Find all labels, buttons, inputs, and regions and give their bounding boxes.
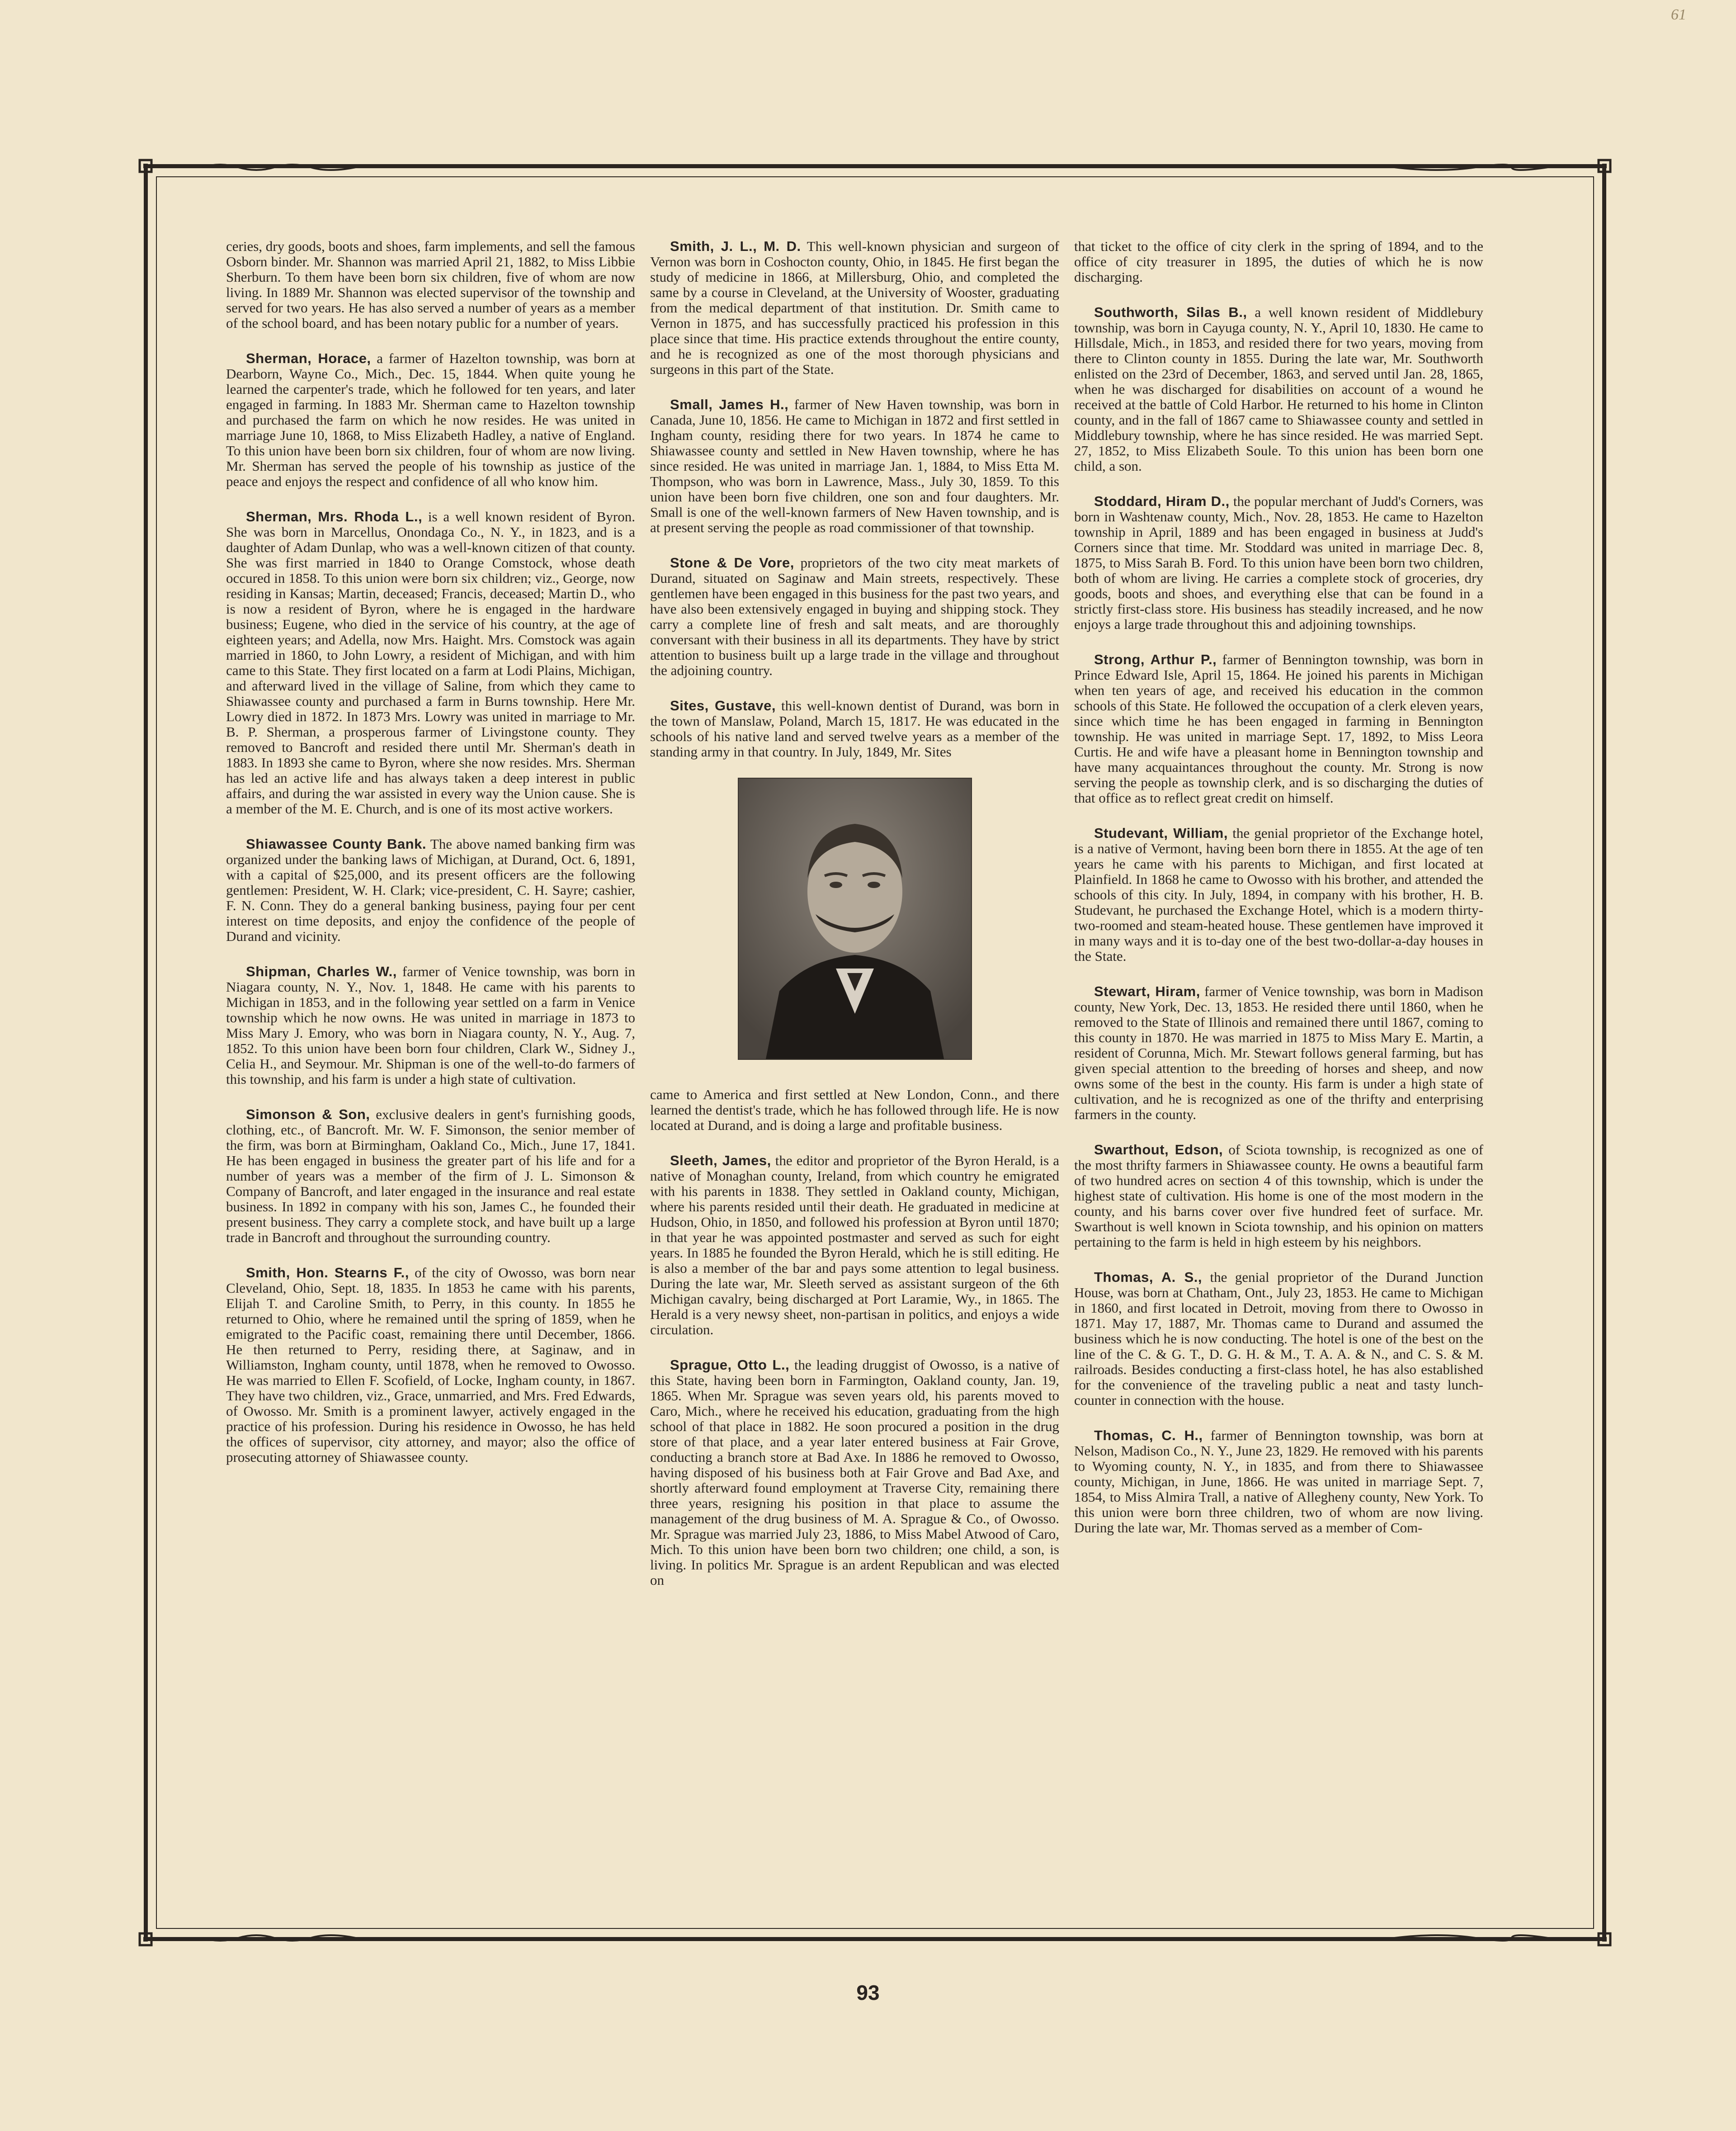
biography-entry — [1074, 239, 1483, 285]
text-columns — [226, 239, 1510, 1885]
entry-name: Simonson & Son, — [246, 1106, 370, 1122]
biography-entry — [650, 397, 1059, 535]
entry-name: Shiawassee County Bank. — [246, 836, 426, 852]
entry-text: that ticket to the office of city clerk in the spring of 1894, and to the office of city treasurer in 1895, the duties of which he is now discharging. — [1074, 239, 1483, 285]
entry-text: the leading druggist of Owosso, is a native of this State, having been born in Farmington, Oakland county, Jan. 19, 1865. When Mr. Sprague was seven years old, his parents moved to Caro, Mich., where he received his education, graduating from the high school of that place in 1882. He soon procured a position in the drug store of that place, and a year later entered business at Fair Grove, conducting a branch store at Bad Axe. In 1886 he removed to Owosso, having disposed of his business both at Fair Grove and Bad Axe, and shortly afterward found employment at Traverse City, remaining there three years, resigning his position in that place to assume the management of the drug business of M. A. Sprague & Co., of Owosso. Mr. Sprague was married July 23, 1886, to Miss Mabel Atwood of Caro, Mich. To this union have been born two children; one child, a son, is living. In politics Mr. Sprague is an ardent Republican and was elected on — [650, 1357, 1059, 1588]
entry-text: the genial proprietor of the Durand Junction House, was born at Chatham, Ont., July 23, 1853. He came to Michigan in 1860, and first located in Detroit, moving from there to Owosso in 1871. May 17, 1887, Mr. Thomas came to Durand and assumed the business which he is now conducting. The hotel is one of the best on the line of the C. & G. T., D. G. H. & M., T. A. A. & N., and C. S. & M. railroads. Besides conducting a first-class hotel, he has also established for the convenience of the traveling public a neat and tasty lunch-counter in connection with the house. — [1074, 1269, 1483, 1408]
entry-name: Swarthout, Edson, — [1094, 1142, 1223, 1158]
biography-entry — [1074, 1270, 1483, 1408]
entry-name: Small, James H., — [670, 397, 789, 412]
entry-text: the genial proprietor of the Exchange hotel, is a native of Vermont, having been born there in 1855. At the age of ten years he came with his parents to Michigan, and first located at Plainfield. In 1868 he came to Owosso with his brother, and attended the schools of this city. In July, 1894, in company with his brother, H. B. Studevant, he purchased the Exchange Hotel, which is a modern thirty-two-roomed and steam-heated house. These gentlemen have improved it in many ways and it is to-day one of the best two-dollar-a-day houses in the State. — [1074, 825, 1483, 964]
flourish-ornament-icon — [1394, 1933, 1548, 1943]
entry-name: Southworth, Silas B., — [1094, 304, 1247, 320]
entry-name: Sprague, Otto L., — [670, 1357, 790, 1373]
entry-name: Shipman, Charles W., — [246, 964, 397, 979]
biography-entry — [1074, 305, 1483, 474]
entry-text: of Sciota township, is recognized as one of the most thrifty farmers in Shiawassee county. He owns a beautiful farm of two hundred acres on section 4 of this township, which is under the highest state of cultivation. His home is one of the most modern in the county, and his barns cover over five hundred feet of surface. Mr. Swarthout is well known in Sciota township, and his opinion on matters pertaining to the farm is held in high esteem by his neighbors. — [1074, 1142, 1483, 1250]
column-3 — [1074, 239, 1483, 1885]
corner-ornament-icon — [1589, 1923, 1620, 1955]
biography-entry — [226, 239, 635, 331]
page-number: 93 — [856, 1981, 880, 2004]
entry-text: came to America and first settled at New London, Conn., and there learned the dentist's trade, which he has followed through life. He is now located at Durand, and is doing a large and profitable business. — [650, 1087, 1059, 1133]
flourish-ornament-icon — [1394, 162, 1548, 173]
entry-text: This well-known physician and surgeon of Vernon was born in Coshocton county, Ohio, in 1845. He first began the study of medicine in 1866, at Millersburg, Ohio, and completed the same by a course in Cleveland, at the University of Wooster, graduating from the medical department of that institution. Dr. Smith came to Vernon in 1875, and has successfully practiced his profession in this place since that time. His practice extends throughout the entire county, and he is recognized as one of the most thorough physicians and surgeons in this part of the State. — [650, 239, 1059, 377]
biography-entry — [226, 351, 635, 489]
corner-ornament-icon — [130, 150, 161, 182]
biography-entry — [226, 1107, 635, 1245]
entry-name: Thomas, A. S., — [1094, 1269, 1202, 1285]
biography-entry — [1074, 1428, 1483, 1536]
entry-name: Smith, J. L., M. D. — [670, 239, 801, 254]
entry-name: Stone & De Vore, — [670, 555, 794, 571]
column-2 — [650, 239, 1059, 1885]
entry-name: Stoddard, Hiram D., — [1094, 493, 1230, 509]
entry-name: Sherman, Mrs. Rhoda L., — [246, 509, 423, 524]
biography-entry — [1074, 494, 1483, 632]
entry-text: farmer of Venice township, was born in Madison county, New York, Dec. 13, 1853. He resided there until 1860, when he removed to the State of Illinois and remained there until 1867, coming to this county in 1870. He was married in 1875 to Miss Mary E. Martin, a resident of Corunna, Mich. Mr. Stewart follows general farming, but has given special attention to the breeding of horses and sheep, and now owns some of the best in the county. His farm is under a high state of cultivation, and he is recognized as one of the thrifty and enterprising farmers in the county. — [1074, 983, 1483, 1122]
entry-name: Sites, Gustave, — [670, 698, 776, 713]
biography-entry — [1074, 984, 1483, 1122]
biography-entry — [226, 1265, 635, 1465]
entry-text: the popular merchant of Judd's Corners, was born in Washtenaw county, Mich., Nov. 28, 1853. He came to Hazelton township in April, 1889 and has been engaged in business at Judd's Corners since that time. Mr. Stoddard was united in marriage Dec. 8, 1875, to Miss Sarah B. Ford. To this union have been born two children, both of whom are living. He carries a complete stock of groceries, dry goods, boots and shoes, and everything else that can be found in a strictly first-class store. His business has steadily increased, and he now enjoys a large trade throughout this and adjoining townships. — [1074, 493, 1483, 632]
entry-text: ceries, dry goods, boots and shoes, farm implements, and sell the famous Osborn binder. Mr. Shannon was married April 21, 1882, to Miss Libbie Sherburn. To them have been born six children, five of whom are now living. In 1889 Mr. Shannon was elected supervisor of the township and served for two years. He has also served a number of years as a member of the school board, and has been notary public for a number of years. — [226, 239, 635, 331]
entry-text: is a well known resident of Byron. She was born in Marcellus, Onondaga Co., N. Y., in 1823, and is a daughter of Adam Dunlap, who was a well-known citizen of that county. She was first married in 1840 to Orange Comstock, whose death occured in 1858. To this union were born six children; viz., George, now residing in Kansas; Martin, deceased; Francis, deceased; Martin D., who is now a resident of Byron, where he is engaged in the hardware business; Eugene, who died in the service of his country, at the age of eighteen years; and Adella, now Mrs. Haight. Mrs. Comstock was again married in 1860, to John Lowry, a resident of Michigan, and with him came to this State. They first located on a farm at Lodi Plains, Michigan, and afterward lived in the village of Saline, from which they came to Shiawassee county and purchased a farm in Burns township. Here Mr. Lowry died in 1872. In 1873 Mrs. Lowry was united in marriage to Mr. B. P. Sherman, a prosperous farmer of Livingstone county. They removed to Bancroft and resided there until Mr. Sherman's death in 1883. In 1893 she came to Byron, where she now resides. Mrs. Sherman has led an active life and has always taken a deep interest in public affairs, and during the war assisted in every way the Union cause. She is a member of the M. E. Church, and is one of its most active workers. — [226, 509, 635, 817]
corner-ornament-icon — [1589, 150, 1620, 182]
entry-text: exclusive dealers in gent's furnishing goods, clothing, etc., of Bancroft. Mr. W. F. Simonson, the senior member of the firm, was born at Birmingham, Oakland Co., Mich., June 17, 1841. He has been engaged in business the greater part of his life and for a number of years was a member of the firm of J. L. Simonson & Company of Bancroft, and later engaged in the insurance and real estate business. In 1892 in company with his son, James C., he founded their present business. They carry a complete stock, and have built up a large trade in Bancroft and throughout the surrounding country. — [226, 1106, 635, 1245]
biography-entry — [650, 1153, 1059, 1337]
portrait-photo — [738, 778, 972, 1060]
entry-text: proprietors of the two city meat markets of Durand, situated on Saginaw and Main streets, respectively. These gentlemen have been engaged in this business for the past two years, and have also been extensively engaged in buying and shipping stock. They carry a complete line of fresh and salt meats, and are thoroughly conversant with their business in all its departments. They have by strict attention to business built up a large trade in the village and throughout the adjoining country. — [650, 555, 1059, 678]
entry-text: of the city of Owosso, was born near Cleveland, Ohio, Sept. 18, 1835. In 1853 he came with his parents, Elijah T. and Caroline Smith, to Perry, in this county. In 1855 he returned to Ohio, where he remained until the spring of 1859, when he emigrated to the Pacific coast, remaining there until December, 1866. He then returned to Perry, residing there, at Saginaw, and in Williamston, Ingham county, until 1878, when he removed to Owosso. He was married to Ellen F. Scofield, of Locke, Ingham county, in 1867. They have two children, viz., Grace, unmarried, and Mrs. Fred Edwards, of Owosso. Mr. Smith is a prominent lawyer, actively engaged in the practice of his profession. During his residence in Owosso, he has held the offices of supervisor, city attorney, and mayor; also the office of prosecuting attorney of Shiawassee county. — [226, 1265, 635, 1465]
column-1 — [226, 239, 635, 1885]
entry-name: Smith, Hon. Stearns F., — [246, 1265, 409, 1280]
biography-entry — [650, 1357, 1059, 1588]
entry-text: farmer of Bennington township, was born in Prince Edward Isle, April 15, 1864. He joined his parents in Michigan when ten years of age, and received his education in the common schools of this State. He followed the occupation of a clerk eleven years, since which time he has been engaged in farming in Bennington township. He was united in marriage Sept. 17, 1892, to Miss Leora Curtis. He and wife have a pleasant home in Bennington township and have many acquaintances throughout the county. Mr. Strong is now serving the people as township clerk, and is so discharging the duties of that office as to reflect great credit on himself. — [1074, 652, 1483, 806]
biography-entry — [650, 239, 1059, 377]
entry-text: farmer of Venice township, was born in Niagara county, N. Y., Nov. 1, 1848. He came with his parents to Michigan in 1853, and in the following year settled on a farm in Venice township which he now owns. He was united in marriage in 1873 to Miss Mary J. Emory, who was born in Niagara county, N. Y., Aug. 7, 1852. To this union have been born four children, Clark W., Sidney J., Celia H., and Seymour. Mr. Shipman is one of the well-to-do farmers of this township, and his farm is under a high state of cultivation. — [226, 964, 635, 1087]
entry-text: farmer of New Haven township, was born in Canada, June 10, 1856. He came to Michigan in 1872 and first settled in Ingham county, residing there for two years. In 1874 he came to Shiawassee county and settled in New Haven township, where he has since resided. He was united in marriage Jan. 1, 1884, to Miss Etta M. Thompson, who was born in Lawrence, Mass., July 30, 1859. To this union have been born five children, one son and four daughters. Mr. Small is one of the well-known farmers of New Haven township, and is at present serving the people as road commissioner of that township. — [650, 397, 1059, 535]
entry-text: a well known resident of Middlebury township, was born in Cayuga county, N. Y., April 10, 1830. He came to Hillsdale, Mich., in 1853, and resided there for two years, moving from there to Clinton county in 1855. During the late war, Mr. Southworth enlisted on the 23rd of December, 1863, and served until Jan. 28, 1865, when he was discharged for disabilities on account of a wound he received at the battle of Cold Harbor. He returned to his home in Clinton county, and in the fall of 1867 came to Shiawassee county and settled in Middlebury township, where he has since resided. He was married Sept. 27, 1852, to Miss Elizabeth Soule. To this union has been born one child, a son. — [1074, 304, 1483, 474]
entry-name: Stewart, Hiram, — [1094, 983, 1200, 999]
biography-entry — [226, 509, 635, 817]
biography-entry — [650, 1087, 1059, 1133]
entry-text: The above named banking firm was organized under the banking laws of Michigan, at Durand, Oct. 6, 1891, with a capital of $25,000, and its present officers are the following gentlemen: President, W. H. Clark; vice-president, C. H. Sayre; cashier, F. N. Conn. They do a general banking business, paying four per cent interest on time deposits, and enjoy the confidence of the people of Durand and vicinity. — [226, 836, 635, 944]
biography-entry — [1074, 826, 1483, 964]
biography-entry — [1074, 1142, 1483, 1250]
biography-entry — [650, 698, 1059, 760]
biography-entry — [650, 555, 1059, 678]
entry-name: Thomas, C. H., — [1094, 1427, 1203, 1443]
entry-name: Sleeth, James, — [670, 1153, 771, 1168]
corner-page-mark: 61 — [1671, 6, 1686, 23]
entry-name: Sherman, Horace, — [246, 350, 371, 366]
biography-entry — [1074, 652, 1483, 806]
entry-name: Studevant, William, — [1094, 825, 1228, 841]
corner-ornament-icon — [130, 1923, 161, 1955]
biography-entry — [226, 836, 635, 944]
entry-name: Strong, Arthur P., — [1094, 652, 1217, 667]
entry-text: the editor and proprietor of the Byron Herald, is a native of Monaghan county, Ireland, from which country he emigrated with his parents in 1838. They settled in Oakland county, Michigan, where his parents resided until their death. He graduated in medicine at Hudson, Ohio, in 1850, and followed his profession at Byron until 1870; in that year he was appointed postmaster and served as such for eight years. In 1885 he founded the Byron Herald, which he is still editing. He is also a member of the bar and pays some attention to legal business. During the late war, Mr. Sleeth served as assistant surgeon of the 6th Michigan cavalry, being discharged at Port Laramie, Wy., in 1865. The Herald is a very newsy sheet, non-partisan in politics, and enjoys a wide circulation. — [650, 1153, 1059, 1337]
biography-entry — [226, 964, 635, 1087]
flourish-ornament-icon — [202, 1933, 356, 1943]
portrait-icon — [739, 779, 971, 1059]
entry-text: this well-known dentist of Durand, was born in the town of Manslaw, Poland, March 15, 1817. He was educated in the schools of his native land and served twelve years as a member of the standing army in that country. In July, 1849, Mr. Sites — [650, 698, 1059, 760]
entry-text: a farmer of Hazelton township, was born at Dearborn, Wayne Co., Mich., Dec. 15, 1844. When quite young he learned the carpenter's trade, which he followed for ten years, and later engaged in farming. In 1883 Mr. Sherman came to Hazelton township and purchased the farm on which he now resides. He was united in marriage June 10, 1868, to Miss Elizabeth Hadley, a native of England. To this union have been born six children, four of whom are now living. Mr. Sherman has served the people of his township as justice of the peace and enjoys the respect and confidence of all who know him. — [226, 350, 635, 489]
entry-text: farmer of Bennington township, was born at Nelson, Madison Co., N. Y., June 23, 1829. He removed with his parents to Wyoming county, N. Y., in 1835, and from there to Shiawassee county, Michigan, in June, 1866. He was united in marriage Sept. 7, 1854, to Miss Almira Trall, a native of Allegheny county, New York. To this union were born three children, two of whom are now living. During the late war, Mr. Thomas served as a member of Com- — [1074, 1427, 1483, 1536]
flourish-ornament-icon — [202, 162, 356, 173]
